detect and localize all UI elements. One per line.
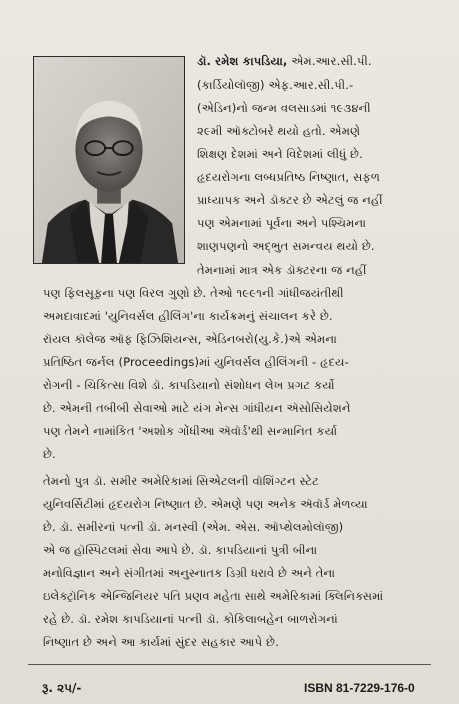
body-text-line: છે. એમની તબીબી સેવાઓ માટે યંગ મેન્સ ગાંધીયન ઍસોસિયેશને xyxy=(43,401,351,415)
author-intro-line xyxy=(197,54,437,68)
side-text-line: શાણપણનો અદ્ભુત સમન્વય થયો છે. xyxy=(197,239,375,253)
side-text-line: (કાર્ડિયોલૉજી) એફ.આર.સી.પી.- xyxy=(197,78,354,92)
body-text-line: છે. xyxy=(43,447,56,461)
body-text-line: નિષ્ણાત છે અને આ કાર્યમાં સુંદર સહકાર આપે છે. xyxy=(43,635,279,649)
side-text-line: હૃદયરોગના લબ્ધપ્રતિષ્ઠ નિષ્ણાત, સફળ xyxy=(197,170,380,184)
body-text-line: છે. ડૉ. સમીરનાં પત્ની ડૉ. મનસ્વી (એમ. એસ. ઑપ્થેલમોલૉજી) xyxy=(43,520,344,534)
body-text-line: પણ ફિલસૂફના પણ વિરલ ગુણો છે. તેઓ ૧૯૯૧ની ગાંધીજયંતીથી xyxy=(43,286,344,300)
body-text-line: પ્રતિષ્ઠિત જર્નલ (Proceedings)માં યુનિવર્સલ હીલિંગની - હૃદય- xyxy=(43,355,349,369)
side-text-line: પ્રાધ્યાપક અને ડૉક્ટર છે એટલું જ નહીં xyxy=(197,193,383,207)
author-name: ડૉ. રમેશ કાપડિયા, xyxy=(197,54,288,68)
price-label: રૂ. ૨૫/- xyxy=(42,681,82,695)
body-text-line: તેમનો પુત્ર ડૉ. સમીર અમેરિકામાં સિએટલની વૉશિંગ્ટન સ્ટેટ xyxy=(43,474,320,488)
body-text-line: મનોવિજ્ઞાન અને સંગીતમાં અનુસ્નાતક ડિગ્રી ધરાવે છે અને તેના xyxy=(43,566,336,580)
side-text-line: (એડિન)નો જન્મ વલસાડમાં ૧૯૩૪ની xyxy=(197,101,371,115)
body-text-line: અમદાવાદમાં 'યુનિવર્સલ હીલિંગ'ના કાર્યક્રમનું સંચાલન કરે છે. xyxy=(43,309,333,323)
body-text-line: ઇલેક્ટ્રૉનિક એન્જિનિયર પતિ પ્રણવ મહેતા સાથે અમેરિકામાં ક્લિનિક્સમાં xyxy=(43,589,384,603)
body-text-line: રહે છે. ડૉ. રમેશ કાપડિયાનાં પત્ની ડૉ. કોકિલાબહેન બાળરોગનાં xyxy=(43,612,338,626)
author-portrait xyxy=(33,56,185,264)
side-text-line: તેમનામાં માત્ર એક ડૉક્ટરના જ નહીં xyxy=(197,263,367,277)
body-text-line: યુનિવર્સિટીમાં હૃદયરોગ નિષ્ણાત છે. એમણે પણ અનેક ઍવૉર્ડ મેળવ્યા xyxy=(43,497,368,511)
body-text-line: એ જ હૉસ્પિટલમાં સેવા આપે છે. ડૉ. કાપડિયાનાં પુત્રી બીના xyxy=(43,543,318,557)
footer-divider xyxy=(28,664,431,665)
isbn-label: ISBN 81-7229-176-0 xyxy=(304,681,415,695)
body-text-line: પણ તેમને નામાંકિત 'અશોક ગોંધીઆ ઍવૉર્ડ'થી સન્માનિત કર્યા xyxy=(43,424,338,438)
side-text-line: પણ એમનામાં પૂર્વના અને પશ્ચિમના xyxy=(197,216,367,230)
body-text-line: રૉયલ કૉલેજ ઑફ ફિઝિશિયન્સ, એડિનબરો(યુ.કે.)એ એમના xyxy=(43,332,337,346)
author-degree: એમ.આર.સી.પી. xyxy=(287,54,372,68)
body-text-line: રોગની - ચિકિત્સા વિશે ડૉ. કાપડિયાનો સંશોધન લેખ પ્રગટ કર્યો xyxy=(43,378,335,392)
side-text-line: શિક્ષણ દેશમાં અને વિદેશમાં લીધું છે. xyxy=(197,147,363,161)
side-text-line: ૨૯મી ઑક્ટોબરે થયો હતો. એમણે xyxy=(197,124,361,138)
